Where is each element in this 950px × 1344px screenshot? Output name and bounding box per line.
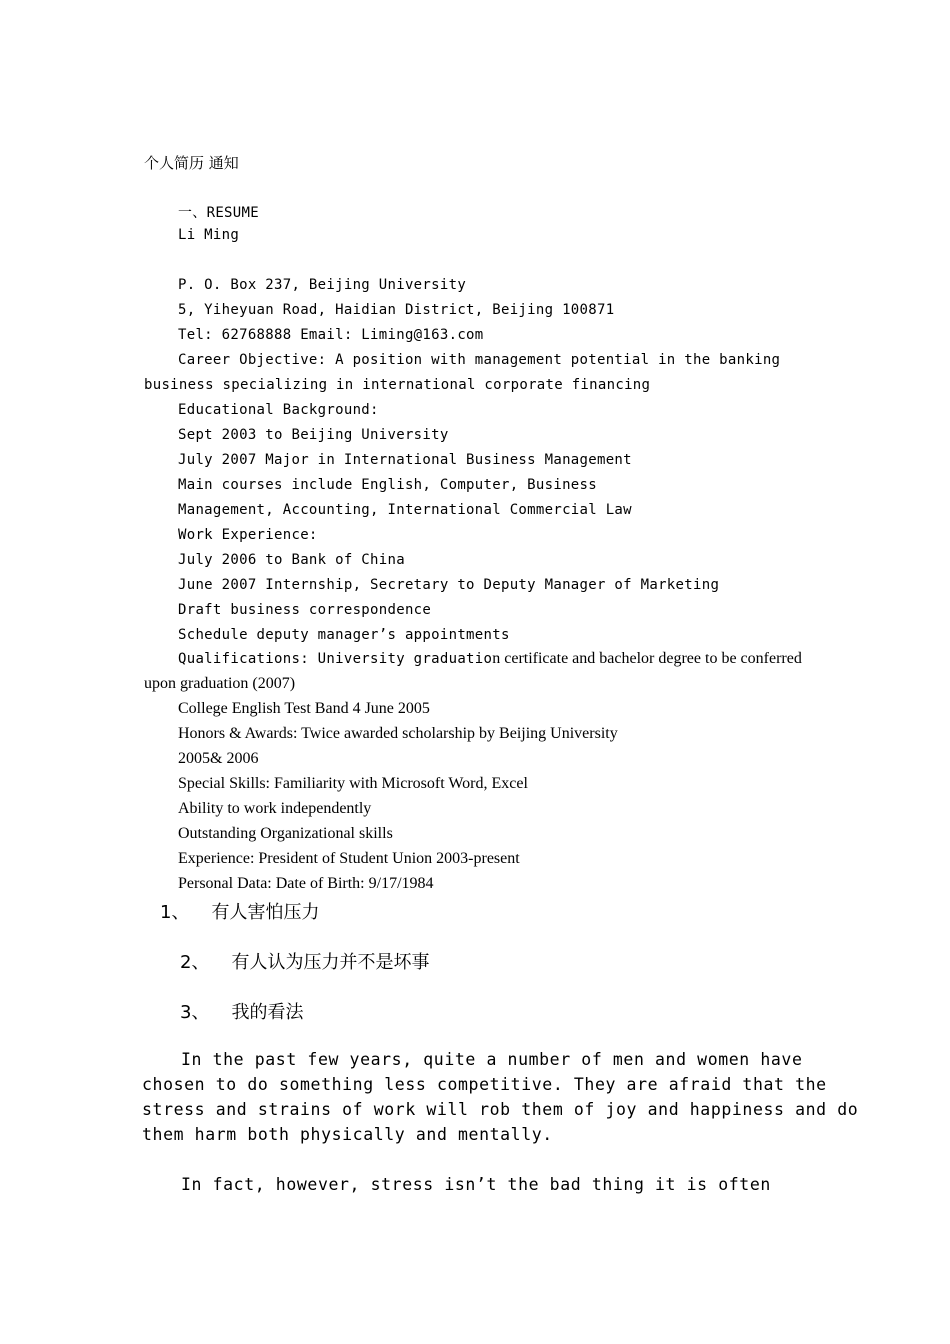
outline-number: 1、: [160, 902, 190, 923]
essay-paragraph-2-line-1: In fact, however, stress isn’t the bad thing it is often: [181, 1175, 771, 1194]
career-objective-line-1: Career Objective: A position with management potential in the banking: [178, 352, 781, 368]
education-line-4: Management, Accounting, International Commercial Law: [178, 502, 632, 518]
work-line-3: Draft business correspondence: [178, 602, 432, 618]
skill-line-2: Ability to work independently: [178, 800, 372, 817]
essay-paragraph-1-line-4: them harm both physically and mentally.: [142, 1125, 553, 1144]
education-line-3: Main courses include English, Computer, Business: [178, 477, 597, 493]
cet-line: College English Test Band 4 June 2005: [178, 700, 430, 717]
experience-line: Experience: President of Student Union 2003-present: [178, 850, 520, 867]
honors-years: 2005& 2006: [178, 750, 259, 767]
outline-number: 2、: [180, 952, 210, 973]
personal-data-line: Personal Data: Date of Birth: 9/17/1984: [178, 875, 434, 892]
work-line-1: July 2006 to Bank of China: [178, 552, 405, 568]
education-line-2: July 2007 Major in International Business Management: [178, 452, 632, 468]
skills-line: Special Skills: Familiarity with Microsoft Word, Excel: [178, 775, 528, 792]
work-line-2: June 2007 Internship, Secretary to Deputy Manager of Marketing: [178, 577, 720, 593]
qualifications-mono-part: Qualifications: University graduatio: [178, 651, 493, 667]
document-title: 个人简历 通知: [144, 154, 239, 172]
skill-line-3: Outstanding Organizational skills: [178, 825, 393, 842]
qualifications-serif-part: n certificate and bachelor degree to be conferred: [492, 650, 802, 667]
honors-line: Honors & Awards: Twice awarded scholarship by Beijing University: [178, 725, 618, 742]
essay-paragraph-1-line-3: stress and strains of work will rob them of joy and happiness and do: [142, 1100, 859, 1119]
outline-text: 有人害怕压力: [211, 902, 320, 923]
outline-text: 有人认为压力并不是坏事: [231, 952, 430, 973]
essay-paragraph-1-line-2: chosen to do something less competitive. They are afraid that the: [142, 1075, 827, 1094]
outline-item: [180, 948, 429, 974]
qualifications-line-2: upon graduation (2007): [144, 675, 296, 692]
qualifications-line-1: [178, 650, 802, 668]
contact-line: Tel: 62768888 Email: Liming@163.com: [178, 327, 484, 343]
outline-item: [180, 998, 303, 1024]
outline-text: 我的看法: [231, 1002, 304, 1023]
outline-item: [160, 898, 319, 924]
work-heading: Work Experience:: [178, 527, 318, 543]
education-line-1: Sept 2003 to Beijing University: [178, 427, 449, 443]
education-heading: Educational Background:: [178, 402, 379, 418]
career-objective-line-2: business specializing in international corporate financing: [144, 377, 651, 393]
resume-heading: 一、RESUME: [178, 205, 259, 221]
address-line-1: P. O. Box 237, Beijing University: [178, 277, 467, 293]
address-line-2: 5, Yiheyuan Road, Haidian District, Beijing 100871: [178, 302, 615, 318]
essay-paragraph-1-line-1: In the past few years, quite a number of men and women have: [181, 1050, 803, 1069]
work-line-4: Schedule deputy manager’s appointments: [178, 627, 510, 643]
outline-number: 3、: [180, 1002, 210, 1023]
resume-name: Li Ming: [178, 227, 240, 243]
